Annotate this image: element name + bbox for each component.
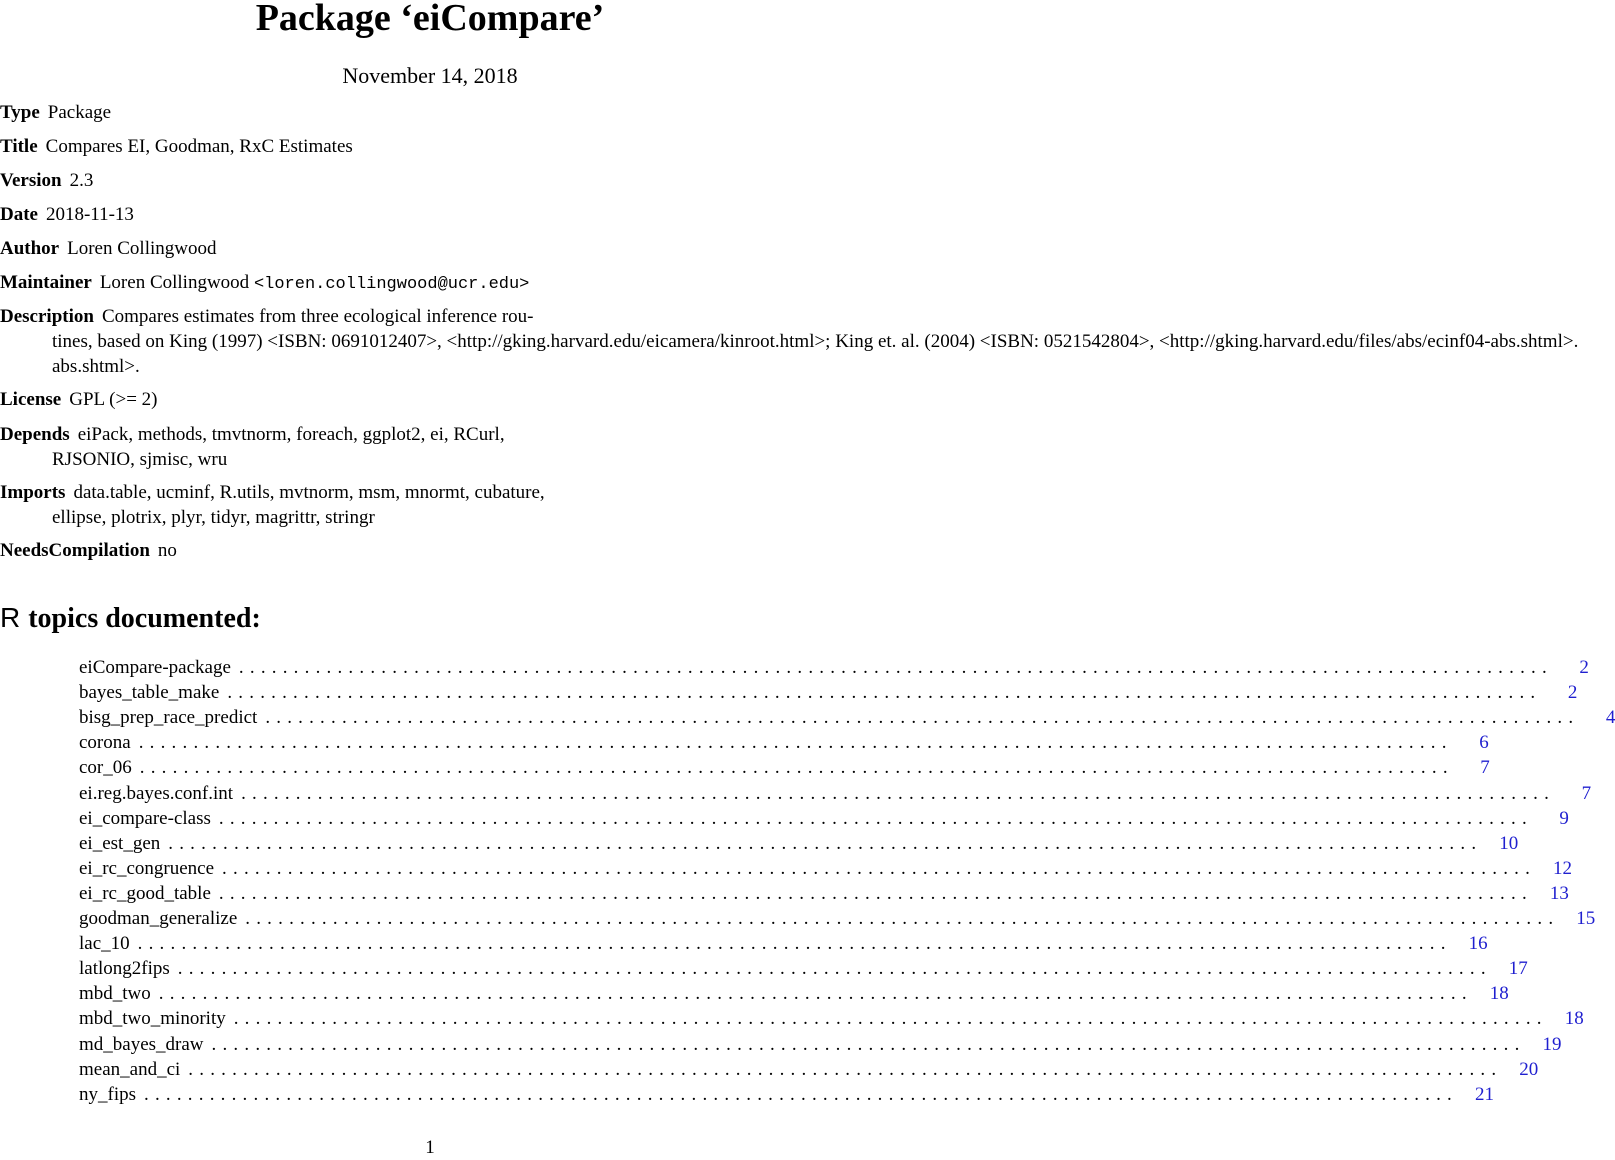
toc-page-link[interactable]: 10 — [1499, 832, 1519, 854]
package-title: Package ‘eiCompare’ — [255, 0, 605, 39]
toc-page-link[interactable]: 20 — [1519, 1058, 1539, 1080]
toc-entry[interactable] — [79, 1057, 1539, 1082]
toc-dot-leader: ........................................................................................................................ — [168, 832, 1483, 854]
field-label: Depends — [0, 424, 70, 445]
toc-entry[interactable] — [79, 806, 1569, 831]
toc-page-link[interactable]: 15 — [1576, 908, 1596, 929]
field-description-line-3: abs.shtml>. — [52, 356, 140, 377]
toc-page-link[interactable]: 4 — [1605, 707, 1615, 729]
field-label: Date — [0, 204, 38, 225]
toc-entry-name: goodman_generalize — [79, 908, 238, 929]
toc-dot-leader: ........................................................................................................................ — [138, 732, 1453, 754]
field-label: Title — [0, 136, 38, 157]
field-depends-line-2: RJSONIO, sjmisc, wru — [52, 449, 228, 470]
field-label: License — [0, 389, 62, 410]
toc-entry[interactable] — [79, 831, 1519, 856]
toc-dot-leader: ........................................................................................................................ — [222, 857, 1537, 879]
toc-page-link[interactable]: 2 — [1567, 682, 1578, 704]
field-version — [0, 168, 93, 193]
field-imports-line-2: ellipse, plotrix, plyr, tidyr, magrittr, stringr — [52, 507, 375, 528]
toc-entry-name: ei_rc_congruence — [79, 857, 215, 879]
field-value: no — [157, 540, 177, 561]
field-date — [0, 202, 134, 227]
toc-dot-leader: ........................................................................................................................ — [211, 1033, 1526, 1055]
r-logo: R — [0, 602, 21, 633]
field-description-line-2: tines, based on King (1997) <ISBN: 0691012407>, <http://gking.harvard.edu/eicamera/kinroot.html>; King et. al. (2004) <ISBN: 0521542804>, <http://gking.harvard.edu/files/abs/ecinf04-abs.shtml>. — [52, 331, 1579, 352]
field-value: Loren Collingwood — [67, 238, 217, 259]
toc-entry[interactable] — [79, 1032, 1562, 1057]
toc-dot-leader: ........................................................................................................................ — [144, 1083, 1458, 1105]
toc-dot-leader: ........................................................................................................................ — [265, 707, 1580, 729]
field-license — [0, 387, 158, 412]
maintainer-email: <loren.collingwood@ucr.edu> — [253, 275, 530, 294]
package-date: November 14, 2018 — [342, 63, 518, 88]
toc-entry[interactable] — [79, 906, 1596, 931]
field-label: Maintainer — [0, 272, 92, 293]
toc-entry-name: bayes_table_make — [79, 682, 220, 704]
toc-page-link[interactable]: 18 — [1564, 1008, 1584, 1030]
toc-dot-leader: ........................................................................................................................ — [218, 807, 1533, 829]
field-value: 2018-11-13 — [45, 204, 134, 225]
toc-entry-name: eiCompare-package — [79, 657, 231, 678]
toc-entry[interactable] — [79, 1082, 1494, 1107]
field-author — [0, 236, 216, 261]
toc-entry-name: mbd_two_minority — [79, 1008, 226, 1030]
toc-entry-name: mean_and_ci — [79, 1058, 181, 1080]
field-title — [0, 134, 353, 159]
toc-dot-leader: ........................................................................................................................ — [177, 958, 1492, 980]
field-label: NeedsCompilation — [0, 540, 150, 561]
toc-entry-name: bisg_prep_race_predict — [79, 707, 258, 729]
toc-page-link[interactable]: 7 — [1480, 757, 1490, 779]
toc-dot-leader: ........................................................................................................................ — [188, 1058, 1503, 1080]
toc-page-link[interactable]: 6 — [1479, 732, 1489, 754]
field-value: data.table, ucminf, R.utils, mvtnorm, msm, mnormt, cubature, — [73, 482, 545, 503]
field-value: Compares estimates from three ecological inference rou- — [101, 306, 534, 327]
toc-entry-name: ei_est_gen — [79, 832, 161, 854]
field-value: GPL (>= 2) — [69, 389, 158, 410]
toc-entry[interactable] — [79, 956, 1528, 981]
toc-entry[interactable] — [79, 755, 1490, 780]
field-value: eiPack, methods, tmvtnorm, foreach, ggplot2, ei, RCurl, — [77, 424, 505, 445]
toc-dot-leader: ........................................................................................................................ — [218, 882, 1533, 904]
toc-entry[interactable] — [79, 730, 1489, 755]
toc-entry-name: ei_compare-class — [79, 807, 211, 829]
toc-dot-leader: ........................................................................................................................ — [227, 682, 1542, 704]
toc-entry-name: ei.reg.bayes.conf.int — [79, 782, 234, 804]
toc-entry[interactable] — [79, 981, 1509, 1006]
toc-dot-leader: ........................................................................................................................ — [139, 757, 1454, 779]
toc-page-link[interactable]: 18 — [1489, 983, 1509, 1005]
field-needscompilation — [0, 538, 177, 563]
toc-dot-leader: ........................................................................................................................ — [241, 782, 1556, 804]
field-value: Compares EI, Goodman, RxC Estimates — [45, 136, 353, 157]
toc-entry[interactable] — [79, 705, 1615, 730]
toc-dot-leader: ........................................................................................................................ — [137, 933, 1452, 955]
field-maintainer — [0, 270, 529, 297]
toc-entry-name: mbd_two — [79, 983, 151, 1005]
toc-heading — [0, 598, 261, 639]
page-number: 1 — [425, 1137, 435, 1158]
toc-entry-name: ei_rc_good_table — [79, 882, 211, 904]
toc-entry[interactable] — [79, 655, 1589, 680]
toc-entry-name: ny_fips — [79, 1083, 136, 1105]
toc-entry[interactable] — [79, 781, 1592, 806]
toc-entry[interactable] — [79, 1006, 1584, 1031]
toc-entry[interactable] — [79, 881, 1569, 906]
field-value: Loren Collingwood — [99, 272, 250, 293]
field-value: Package — [47, 102, 112, 123]
field-depends — [0, 422, 505, 447]
toc-page-link[interactable]: 2 — [1579, 657, 1589, 678]
toc-dot-leader: ........................................................................................................................ — [158, 983, 1473, 1005]
toc-entry-name: lac_10 — [79, 933, 130, 955]
toc-page-link[interactable]: 7 — [1581, 782, 1592, 804]
toc-page-link[interactable]: 13 — [1549, 882, 1569, 904]
field-label: Imports — [0, 482, 66, 503]
toc-entry-name: latlong2fips — [79, 958, 170, 980]
toc-heading-text: topics documented: — [28, 603, 261, 634]
toc-dot-leader: ........................................................................................................................ — [245, 908, 1560, 929]
toc-dot-leader: ........................................................................................................................ — [233, 1008, 1548, 1030]
toc-page-link[interactable]: 21 — [1475, 1083, 1494, 1105]
toc-page-link[interactable]: 12 — [1553, 857, 1573, 879]
toc-entry-name: md_bayes_draw — [79, 1033, 204, 1055]
field-label: Version — [0, 170, 62, 191]
field-type — [0, 100, 111, 125]
toc-entry[interactable] — [79, 931, 1488, 956]
toc-entry-name: cor_06 — [79, 757, 132, 779]
toc-page-link[interactable]: 17 — [1508, 958, 1528, 980]
toc-entry[interactable] — [79, 856, 1573, 881]
field-label: Type — [0, 102, 40, 123]
field-label: Description — [0, 306, 94, 327]
toc-entry-name: corona — [79, 732, 131, 754]
toc-page-link[interactable]: 9 — [1559, 807, 1569, 829]
toc-dot-leader: ........................................................................................................................ — [238, 657, 1553, 678]
toc-entry[interactable] — [79, 680, 1578, 705]
field-value: 2.3 — [69, 170, 94, 191]
toc-page-link[interactable]: 19 — [1542, 1033, 1562, 1055]
field-label: Author — [0, 238, 60, 259]
toc-page-link[interactable]: 16 — [1468, 933, 1488, 955]
field-description — [0, 304, 533, 329]
field-imports — [0, 480, 545, 505]
